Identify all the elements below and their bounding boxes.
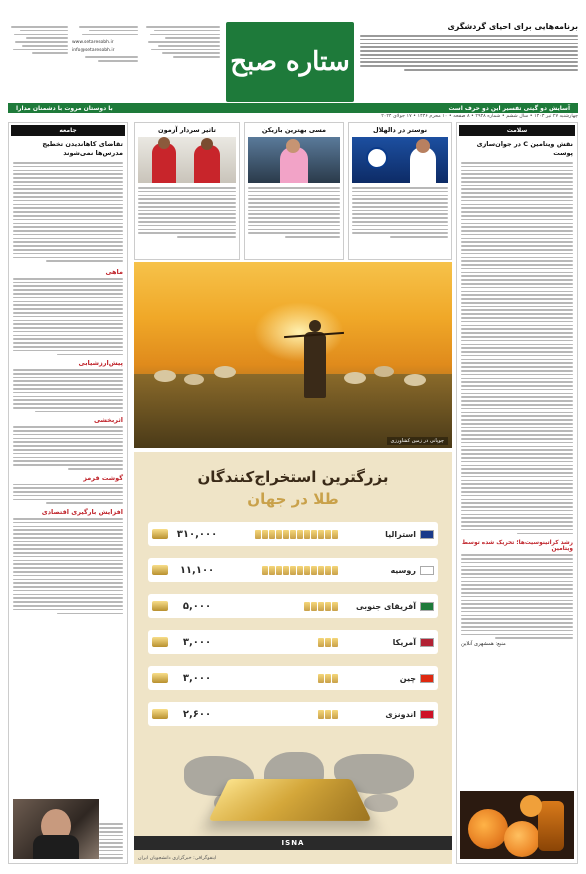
gold-bar-icon bbox=[208, 779, 371, 821]
gold-bar-meter bbox=[226, 638, 338, 647]
gold-ingot-icon bbox=[325, 530, 331, 539]
gold-ingot-icon bbox=[332, 602, 338, 611]
gold-ingot-icon bbox=[262, 530, 268, 539]
gold-ingot-icon bbox=[304, 530, 310, 539]
masthead-info-mid bbox=[72, 26, 138, 102]
infographic-source bbox=[134, 836, 452, 850]
left-subhead-2: پیش‌ارزشیابی bbox=[78, 359, 123, 368]
gold-ingot-icon bbox=[311, 530, 317, 539]
gold-ingot-icon bbox=[318, 638, 324, 647]
gold-ingot-icon bbox=[269, 530, 275, 539]
infographic-credit: اینفوگرافی: خبرگزاری دانشجویان ایران bbox=[138, 856, 217, 861]
gold-bar-meter bbox=[226, 566, 338, 575]
gold-ingot-icon bbox=[262, 566, 268, 575]
gold-ingot-icon bbox=[283, 566, 289, 575]
production-value: ۵,۰۰۰ bbox=[182, 600, 212, 612]
gold-ingot-icon bbox=[332, 710, 338, 719]
slogan-text-2: با دوستان مروت با دشمنان مدارا bbox=[16, 104, 113, 112]
gold-ingot-icon bbox=[318, 566, 324, 575]
production-value: ۱۱,۱۰۰ bbox=[179, 564, 215, 576]
country-name: آمریکا bbox=[392, 637, 416, 647]
country-flag-icon bbox=[420, 566, 434, 575]
top-story bbox=[360, 22, 578, 102]
source-logo-text: ISNA bbox=[281, 839, 305, 847]
gold-ingot-icon bbox=[332, 530, 338, 539]
story-messi-photo bbox=[248, 137, 340, 183]
story-neymar bbox=[348, 122, 452, 260]
gold-infographic bbox=[134, 452, 452, 864]
producer-row bbox=[148, 558, 438, 582]
left-subhead-3: اثربخشی bbox=[93, 416, 123, 425]
story-sardar-photo bbox=[138, 137, 236, 183]
gold-bar-meter bbox=[226, 530, 338, 539]
country-name: چین bbox=[399, 673, 416, 683]
gold-bar-meter bbox=[226, 710, 338, 719]
photo-caption: چوپانی در زمین کشاورزی bbox=[387, 437, 449, 445]
gold-ingot-icon bbox=[290, 566, 296, 575]
left-section-label: جامعه bbox=[59, 127, 77, 134]
masthead-logo bbox=[226, 22, 354, 102]
left-photo-man bbox=[13, 799, 99, 859]
gold-stack-icon bbox=[152, 565, 168, 575]
story-sardar bbox=[134, 122, 240, 260]
left-subhead-5: افزایش بارگیری اقتصادی bbox=[41, 508, 123, 516]
gold-ingot-icon bbox=[332, 674, 338, 683]
gold-ingot-icon bbox=[332, 566, 338, 575]
masthead-info-admin bbox=[142, 26, 220, 102]
right-subhead: رشد کراتینوسیت‌ها؛ تحریک شده توسط ویتامین bbox=[462, 540, 573, 553]
producer-row bbox=[148, 630, 438, 654]
gold-ingot-icon bbox=[297, 566, 303, 575]
right-headline: نقش ویتامین C در جوان‌سازی پوست bbox=[476, 140, 573, 157]
producer-row bbox=[148, 702, 438, 726]
email-text: info@setaresobh.ir bbox=[72, 47, 115, 53]
story-messi bbox=[244, 122, 344, 260]
gold-ingot-icon bbox=[290, 530, 296, 539]
left-subhead-1: ماهی bbox=[105, 267, 123, 276]
gold-ingot-icon bbox=[276, 566, 282, 575]
producer-row bbox=[148, 666, 438, 690]
country-name: استرالیا bbox=[385, 529, 416, 539]
gold-ingot-icon bbox=[255, 530, 261, 539]
right-section-tab bbox=[459, 125, 575, 136]
logo-text: ستاره صبح bbox=[230, 47, 350, 77]
website-text: www.setaresobh.ir bbox=[72, 40, 114, 46]
gold-ingot-icon bbox=[318, 602, 324, 611]
gold-ingot-icon bbox=[325, 638, 331, 647]
shepherd-figure bbox=[302, 320, 328, 400]
gold-ingot-icon bbox=[325, 710, 331, 719]
right-column bbox=[456, 122, 578, 864]
producer-row bbox=[148, 594, 438, 618]
producer-row bbox=[148, 522, 438, 546]
gold-bar-meter bbox=[226, 602, 338, 611]
story-neymar-title: نوستر در دالهلال bbox=[372, 126, 428, 134]
gold-ingot-icon bbox=[325, 602, 331, 611]
production-value: ۳,۰۰۰ bbox=[182, 672, 212, 684]
country-flag-icon bbox=[420, 530, 434, 539]
story-neymar-photo bbox=[352, 137, 448, 183]
story-messi-title: مسی بهترین بازیکن bbox=[261, 126, 327, 134]
country-name: روسیه bbox=[390, 565, 416, 575]
production-value: ۲,۶۰۰ bbox=[182, 708, 212, 720]
gold-stack-icon bbox=[152, 673, 168, 683]
left-headline: تقاضای کاهاندیدن تخطیج مدرس‌ها نمی‌شوند bbox=[42, 140, 123, 157]
production-value: ۳,۰۰۰ bbox=[182, 636, 212, 648]
country-flag-icon bbox=[420, 602, 434, 611]
country-flag-icon bbox=[420, 674, 434, 683]
country-flag-icon bbox=[420, 710, 434, 719]
gold-ingot-icon bbox=[325, 566, 331, 575]
gold-ingot-icon bbox=[311, 566, 317, 575]
left-section-tab bbox=[11, 125, 125, 136]
gold-ingot-icon bbox=[318, 674, 324, 683]
top-story-headline: برنامه‌هایی برای احیای گردشگری bbox=[447, 22, 578, 31]
infographic-title-2: طلا در جهان bbox=[247, 490, 339, 508]
gold-ingot-icon bbox=[332, 638, 338, 647]
gold-ingot-icon bbox=[325, 674, 331, 683]
gold-stack-icon bbox=[152, 529, 168, 539]
dateline: چهارشنبه ۲۷ تیر ۱۴۰۳ • سال ششم • شماره ۲۹۳۸ • ۸ صفحه • ۱۰ محرم ۱۴۴۶ • ۱۷ جولای ۲۰۲۴ bbox=[381, 114, 578, 119]
right-section-label: سلامت bbox=[506, 127, 528, 134]
gold-ingot-icon bbox=[297, 530, 303, 539]
slogan-bar bbox=[8, 103, 578, 113]
gold-ingot-icon bbox=[269, 566, 275, 575]
gold-stack-icon bbox=[152, 637, 168, 647]
gold-ingot-icon bbox=[318, 530, 324, 539]
gold-ingot-icon bbox=[318, 710, 324, 719]
infographic-title-1: بزرگترین استخراج‌کنندگان bbox=[197, 468, 389, 486]
gold-ingot-icon bbox=[283, 530, 289, 539]
gold-bar-meter bbox=[226, 674, 338, 683]
country-flag-icon bbox=[420, 638, 434, 647]
left-column bbox=[8, 122, 128, 864]
gold-ingot-icon bbox=[311, 602, 317, 611]
slogan-text: آسایش دو گیتی تفسیر این دو حرف است bbox=[448, 104, 570, 112]
story-sardar-title: تاثیر سردار آزمون bbox=[158, 126, 216, 134]
country-name: آفریقای جنوبی bbox=[356, 601, 416, 611]
contact-lines bbox=[8, 26, 68, 54]
country-name: اندونزی bbox=[385, 709, 416, 719]
gold-ingot-icon bbox=[276, 530, 282, 539]
production-value: ۳۱۰,۰۰۰ bbox=[176, 528, 218, 540]
gold-ingot-icon bbox=[304, 566, 310, 575]
right-photo-orange bbox=[460, 791, 574, 859]
masthead-info-left bbox=[8, 26, 68, 102]
right-credit: منبع: همشهری آنلاین bbox=[461, 640, 506, 647]
gold-stack-icon bbox=[152, 709, 168, 719]
gold-stack-icon bbox=[152, 601, 168, 611]
gold-ingot-icon bbox=[304, 602, 310, 611]
left-subhead-4: گوشت قرمز bbox=[83, 473, 123, 482]
shepherd-photo bbox=[134, 262, 452, 448]
